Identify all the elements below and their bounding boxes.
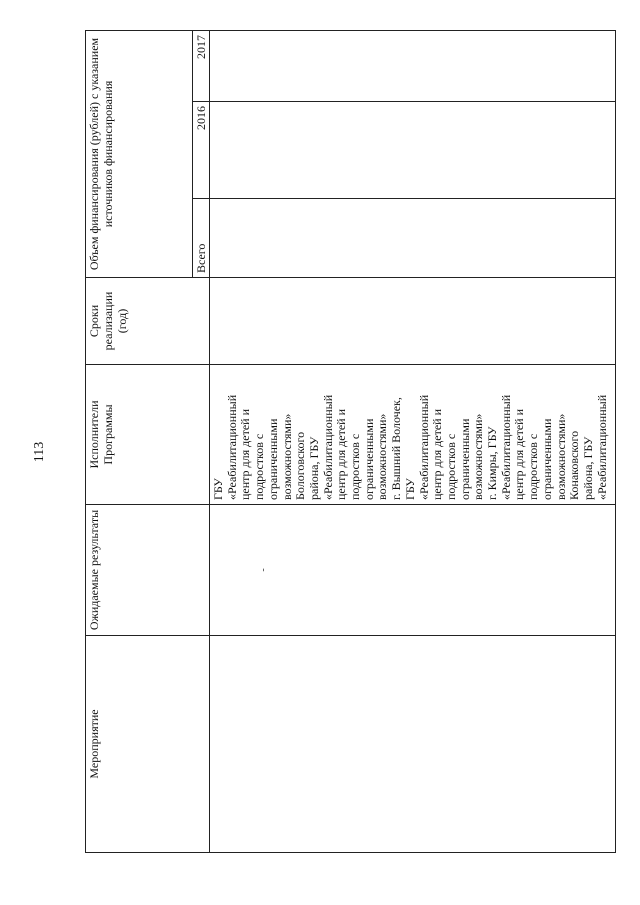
executors-line: ограниченными	[361, 418, 376, 500]
cell-total	[210, 199, 616, 278]
executors-line: возможностями»	[375, 413, 390, 500]
executors-line: центр для детей и	[238, 408, 253, 500]
executors-line: подростков с	[526, 433, 541, 500]
executors-line: ГБУ	[211, 478, 225, 500]
executors-line: возможностями»	[553, 413, 568, 500]
executors-line: района, ГБУ	[580, 436, 595, 500]
executors-line: центр для детей и	[430, 408, 445, 500]
executors-line: возможностями»	[279, 413, 294, 500]
header-year-2017: 2017	[193, 30, 210, 101]
executors-line: Бологовского	[293, 431, 308, 500]
header-total: Всего	[193, 199, 210, 278]
executors-line: центр для детей и	[334, 408, 349, 500]
page-number-text: 113	[32, 441, 47, 463]
header-expected-results: Ожидаемые результаты	[86, 505, 210, 636]
executors-line: «Реабилитационный	[594, 394, 609, 500]
executors-line: Конаковского	[567, 430, 582, 500]
cell-2017	[210, 30, 616, 101]
executors-line: г. Вышний Волочек,	[389, 397, 404, 500]
executors-line: ограниченными	[265, 418, 280, 500]
header-measure: Мероприятие	[86, 636, 210, 853]
header-period: Сроки реализации (год)	[86, 278, 210, 365]
executors-line: «Реабилитационный	[224, 394, 239, 500]
executors-line: возможностями»	[471, 413, 486, 500]
executors-line: «Реабилитационный	[320, 394, 335, 500]
executors-line: г. Кимры, ГБУ	[485, 426, 500, 500]
executors-line: района, ГБУ	[306, 436, 321, 500]
cell-2016	[210, 102, 616, 199]
header-executors: Исполнители Программы	[86, 365, 210, 505]
cell-executors	[210, 365, 616, 505]
header-year-2016: 2016	[193, 102, 210, 199]
executors-line: «Реабилитационный	[416, 394, 431, 500]
executors-line: подростков с	[443, 433, 458, 500]
cell-expected-results-value: -	[258, 568, 269, 572]
executors-line: ограниченными	[457, 418, 472, 500]
cell-measure	[210, 636, 616, 853]
executors-line: ГБУ	[402, 478, 417, 500]
executors-line: ограниченными	[539, 418, 554, 500]
cell-period	[210, 278, 616, 365]
executors-line: «Реабилитационный	[498, 394, 513, 500]
executors-line: подростков с	[252, 433, 267, 500]
program-table	[85, 30, 616, 853]
cell-expected-results	[210, 505, 616, 636]
executors-line: центр для детей и	[512, 408, 527, 500]
executors-line: подростков с	[348, 433, 363, 500]
header-funding: Объем финансирования (рублей) с указанием источников финансирования	[86, 30, 193, 277]
executors-text	[212, 369, 609, 500]
rotated-table-wrapper	[85, 31, 616, 853]
